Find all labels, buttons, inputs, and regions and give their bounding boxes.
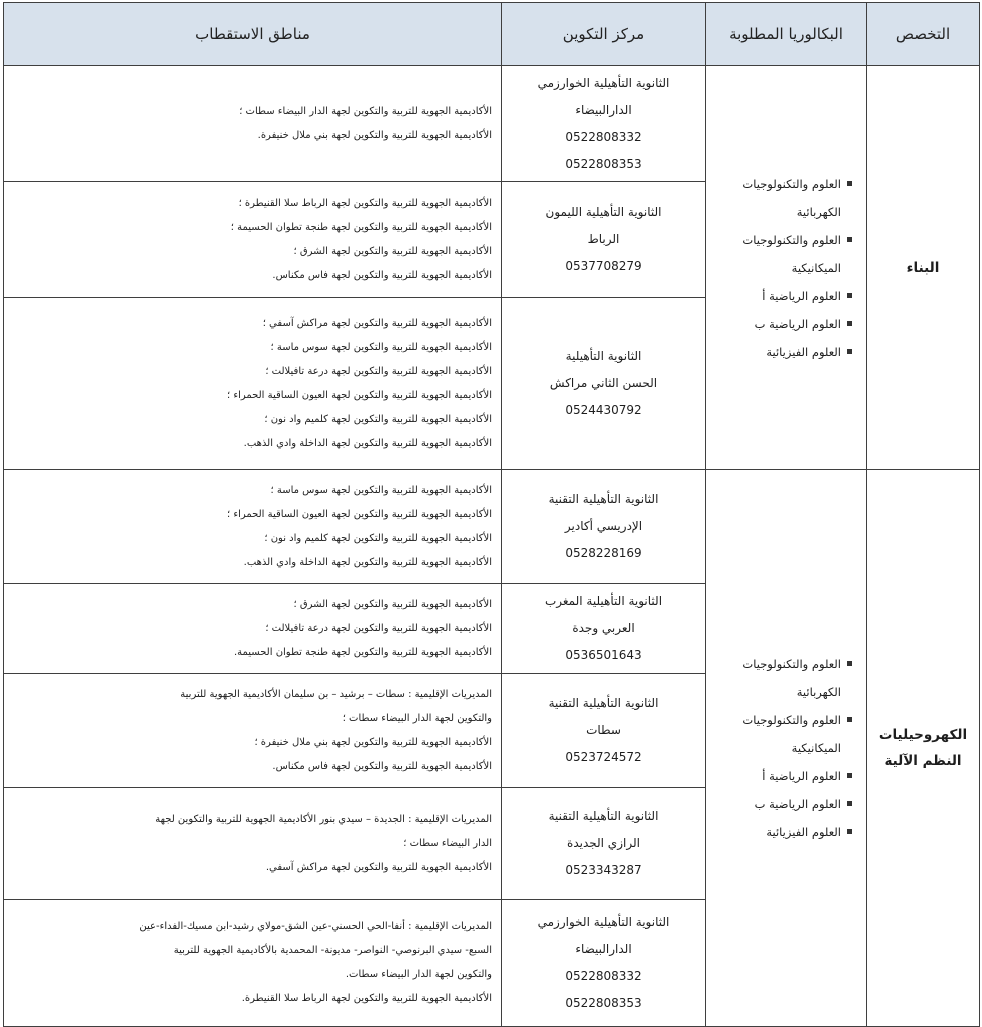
header-specialty: التخصص xyxy=(867,3,980,66)
specialty-cell xyxy=(867,470,980,1027)
region-line: المديريات الإقليمية : أنفا-الحي الحسني-عين الشق-مولاي رشيد-ابن مسيك-الفداء-عين xyxy=(139,921,492,932)
center-city: سطات xyxy=(586,723,621,737)
center-phone: 0524430792 xyxy=(565,403,642,417)
center-cell xyxy=(502,674,706,788)
regions-cell xyxy=(4,788,502,900)
region-line: المديريات الإقليمية : سطات – برشيد – بن سليمان الأكاديمية الجهوية للتربية xyxy=(180,688,492,700)
center-name: الثانوية التأهيلية الليمون xyxy=(545,205,662,219)
list-item: العلوم والتكنولوجيات الكهربائية xyxy=(710,650,852,706)
region-line: الأكاديمية الجهوية للتربية والتكوين لجهة كلميم واد نون ؛ xyxy=(264,532,492,544)
center-city: العربي وجدة xyxy=(572,621,635,635)
center-phone: 0522808353 xyxy=(565,996,642,1010)
region-line: الأكاديمية الجهوية للتربية والتكوين لجهة درعة تافيلالت ؛ xyxy=(265,365,492,377)
region-line: الأكاديمية الجهوية للتربية والتكوين لجهة بني ملال خنيفرة ؛ xyxy=(254,736,492,748)
center-phone: 0522808353 xyxy=(565,156,642,171)
specialty-cell xyxy=(867,66,980,470)
region-line: الأكاديمية الجهوية للتربية والتكوين لجهة درعة تافيلالت ؛ xyxy=(265,622,492,634)
region-line: الأكاديمية الجهوية للتربية والتكوين لجهة العيون الساقية الحمراء ؛ xyxy=(227,508,492,520)
list-item: العلوم الرياضية أ xyxy=(710,762,852,790)
region-line: الأكاديمية الجهوية للتربية والتكوين لجهة كلميم واد نون ؛ xyxy=(264,413,492,425)
center-phone: 0523343287 xyxy=(565,863,642,877)
center-cell xyxy=(502,584,706,674)
center-city: الحسن الثاني مراكش xyxy=(549,376,658,390)
region-line: المديريات الإقليمية : الجديدة – سيدي بنور الأكاديمية الجهوية للتربية والتكوين لجهة xyxy=(155,813,492,825)
center-cell xyxy=(502,470,706,584)
region-line: الأكاديمية الجهوية للتربية والتكوين لجهة الداخلة وادي الذهب. xyxy=(243,556,492,568)
region-line: الأكاديمية الجهوية للتربية والتكوين لجهة طنجة تطوان الحسيمة ؛ xyxy=(230,221,492,233)
center-name: الثانوية التأهيلية التقنية xyxy=(548,809,659,823)
regions-cell xyxy=(4,66,502,182)
list-item: العلوم الرياضية ب xyxy=(710,310,852,338)
center-name: الثانوية التأهيلية المغرب xyxy=(544,594,663,608)
training-centers-table xyxy=(3,2,980,1027)
region-line: الأكاديمية الجهوية للتربية والتكوين لجهة فاس مكناس. xyxy=(272,760,492,772)
regions-cell xyxy=(4,900,502,1027)
region-line: الأكاديمية الجهوية للتربية والتكوين لجهة الشرق ؛ xyxy=(293,598,492,610)
center-cell xyxy=(502,788,706,900)
region-line: الأكاديمية الجهوية للتربية والتكوين لجهة سوس ماسة ؛ xyxy=(270,484,492,496)
specialty-label: الكهروحيليات النظم الآلية xyxy=(878,727,968,769)
center-city: الرباط xyxy=(587,232,620,246)
list-item: العلوم والتكنولوجيات الميكانيكية xyxy=(710,226,852,282)
region-line: والتكوين لجهة الدار البيضاء سطات ؛ xyxy=(342,712,492,724)
region-line: الأكاديمية الجهوية للتربية والتكوين لجهة مراكش آسفي ؛ xyxy=(262,317,492,329)
regions-cell xyxy=(4,584,502,674)
list-item: العلوم الفيزيائية xyxy=(710,818,852,846)
list-item: العلوم والتكنولوجيات الكهربائية xyxy=(710,170,852,226)
center-cell xyxy=(502,182,706,298)
center-phone: 0536501643 xyxy=(565,648,642,662)
list-item: العلوم الرياضية ب xyxy=(710,790,852,818)
specialty-label: البناء xyxy=(906,259,940,276)
table-row xyxy=(4,470,980,584)
list-item: العلوم الفيزيائية xyxy=(710,338,852,366)
regions-cell xyxy=(4,470,502,584)
regions-cell xyxy=(4,298,502,470)
baccalaureate-list xyxy=(710,170,852,366)
center-phone: 0537708279 xyxy=(565,259,642,273)
center-city: الدارالبيضاء xyxy=(575,942,632,956)
region-line: الدار البيضاء سطات ؛ xyxy=(403,837,492,849)
baccalaureate-cell xyxy=(706,66,867,470)
center-cell xyxy=(502,900,706,1027)
center-phone: 0522808332 xyxy=(565,969,642,983)
region-line: الأكاديمية الجهوية للتربية والتكوين لجهة الشرق ؛ xyxy=(293,245,492,257)
list-item: العلوم والتكنولوجيات الميكانيكية xyxy=(710,706,852,762)
list-item: العلوم الرياضية أ xyxy=(710,282,852,310)
center-name: الثانوية التأهيلية الخوارزمي xyxy=(537,75,670,90)
center-city: الدارالبيضاء xyxy=(575,102,632,117)
header-baccalaureate: البكالوريا المطلوبة xyxy=(706,3,867,66)
regions-cell xyxy=(4,674,502,788)
region-line: الأكاديمية الجهوية للتربية والتكوين لجهة الداخلة وادي الذهب. xyxy=(243,437,492,449)
region-line: الأكاديمية الجهوية للتربية والتكوين لجهة العيون الساقية الحمراء ؛ xyxy=(227,389,492,401)
baccalaureate-cell xyxy=(706,470,867,1027)
center-phone: 0522808332 xyxy=(565,129,642,144)
region-line: الأكاديمية الجهوية للتربية والتكوين لجهة الرباط سلا القنيطرة ؛ xyxy=(238,197,492,209)
center-phone: 0528228169 xyxy=(565,546,642,560)
center-name: الثانوية التأهيلية التقنية xyxy=(548,492,659,506)
regions-cell xyxy=(4,182,502,298)
center-name: الثانوية التأهيلية xyxy=(565,349,642,363)
center-cell xyxy=(502,298,706,470)
region-line: الأكاديمية الجهوية للتربية والتكوين لجهة سوس ماسة ؛ xyxy=(270,341,492,353)
center-cell xyxy=(502,66,706,182)
baccalaureate-list xyxy=(710,650,852,846)
region-line: الأكاديمية الجهوية للتربية والتكوين لجهة طنجة تطوان الحسيمة. xyxy=(233,646,492,658)
region-line: الأكاديمية الجهوية للتربية والتكوين لجهة الرباط سلا القنيطرة. xyxy=(241,993,492,1004)
header-row xyxy=(4,3,980,66)
center-name: الثانوية التأهيلية الخوارزمي xyxy=(537,915,670,929)
region-line: السبع- سيدي البرنوصي- النواصر- مديونة- المحمدية بالأكاديمية الجهوية للتربية xyxy=(173,945,492,956)
header-regions: مناطق الاستقطاب xyxy=(4,3,502,66)
center-city: الرازي الجديدة xyxy=(567,836,640,850)
center-city: الإدريسي أكادير xyxy=(564,519,643,533)
header-center: مركز التكوين xyxy=(502,3,706,66)
region-line: الأكاديمية الجهوية للتربية والتكوين لجهة مراكش آسفي. xyxy=(265,861,492,873)
region-line: الأكاديمية الجهوية للتربية والتكوين لجهة الدار البيضاء سطات ؛ xyxy=(239,105,492,117)
region-line: الأكاديمية الجهوية للتربية والتكوين لجهة بني ملال خنيفرة. xyxy=(257,129,492,141)
table-row xyxy=(4,66,980,182)
center-name: الثانوية التأهيلية التقنية xyxy=(548,696,659,710)
region-line: الأكاديمية الجهوية للتربية والتكوين لجهة فاس مكناس. xyxy=(272,269,492,281)
region-line: والتكوين لجهة الدار البيضاء سطات. xyxy=(345,969,492,980)
center-phone: 0523724572 xyxy=(565,750,642,764)
